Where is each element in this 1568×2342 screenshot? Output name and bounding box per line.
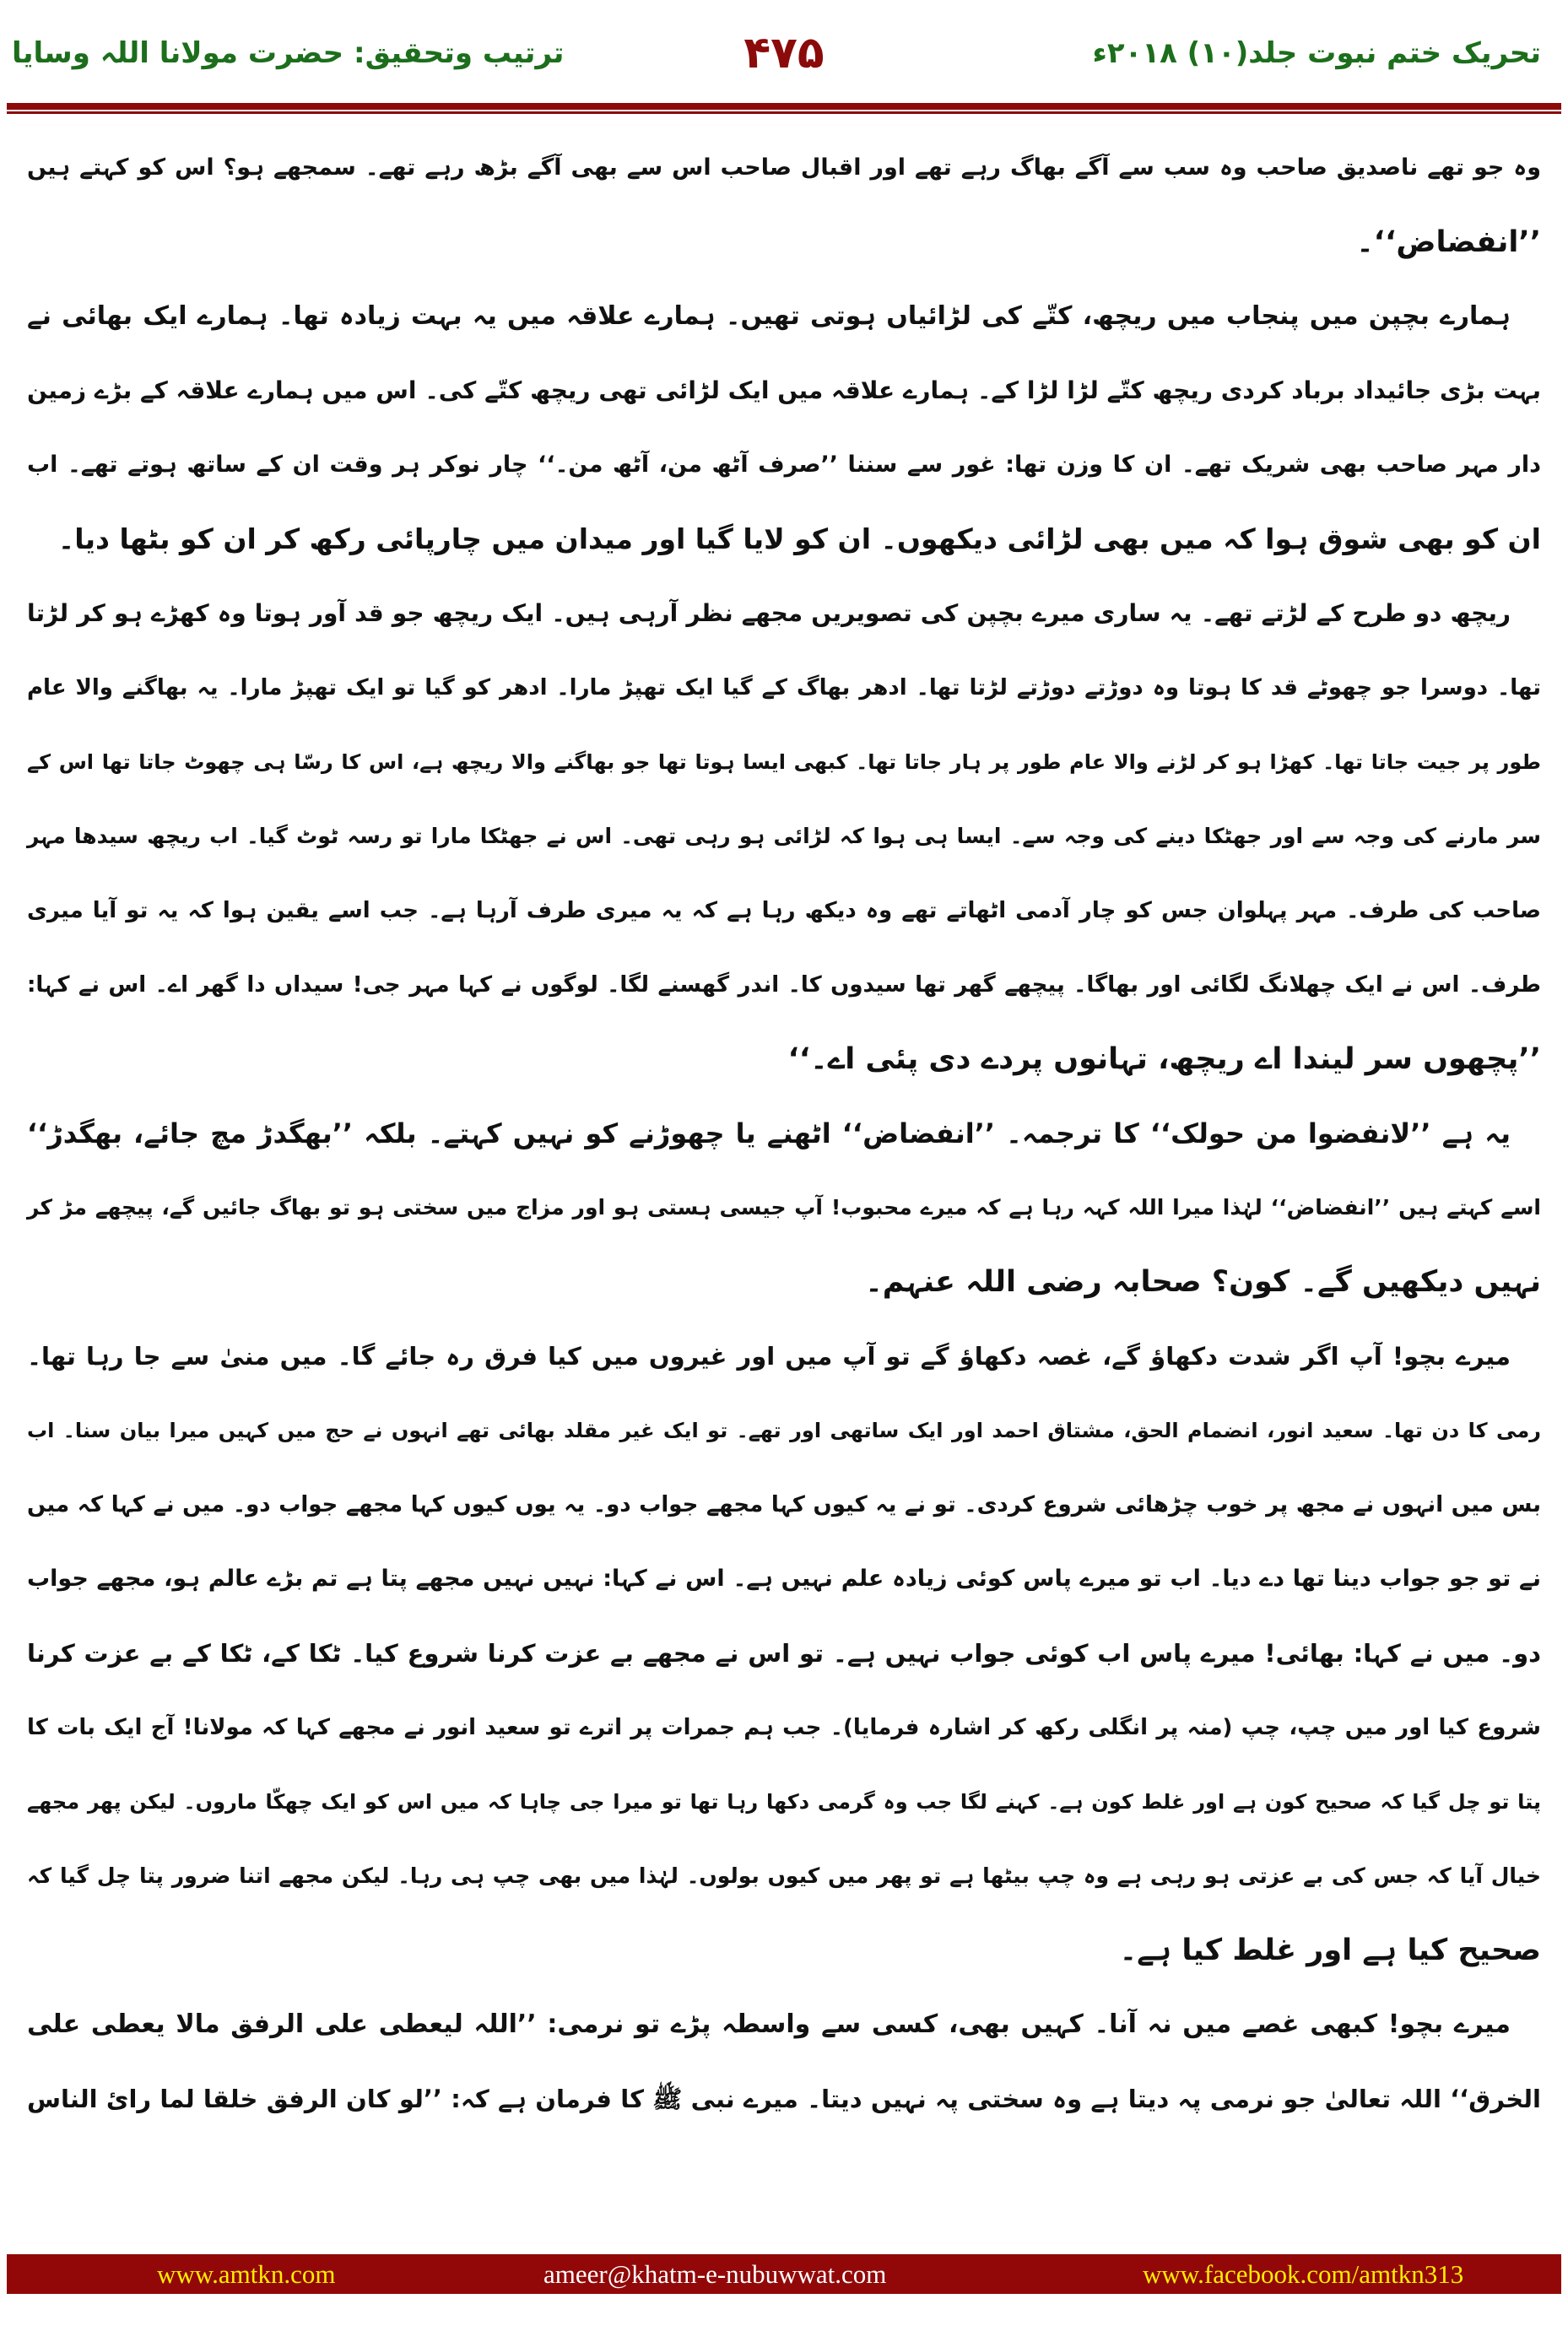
text-line: میرے بچو! آپ اگر شدت دکھاؤ گے، غصہ دکھاؤ گے تو آپ میں اور غیروں میں کیا فرق رہ جائے گا۔ میں منیٰ سے جا رہا تھا۔ bbox=[27, 1342, 1511, 1371]
text-line: بس میں انہوں نے مجھ پر خوب چڑھائی شروع کردی۔ تو نے یہ کیوں کہا مجھے جواب دو۔ یہ یوں کیوں کہا مجھے جواب دو۔ میں نے کہا کہ میں bbox=[27, 1492, 1541, 1517]
facebook-link[interactable]: www.facebook.com/amtkn313 bbox=[1143, 2259, 1464, 2289]
text-line: میرے بچو! کبھی غصے میں نہ آنا۔ کہیں بھی، کسی سے واسطہ پڑے تو نرمی: ’’اللہ لیعطی علی الرفق مالا یعطی علی bbox=[27, 2009, 1511, 2039]
text-line: تھا۔ دوسرا جو چھوٹے قد کا ہوتا وہ دوڑتے دوڑتے لڑتا تھا۔ ادھر بھاگ کے گیا ایک تھپڑ مارا۔ ادھر کو گیا تو ایک تھپڑ مارا۔ یہ بھاگنے والا عام bbox=[27, 675, 1541, 700]
text-line: ’’پچھوں سر لیندا اے ریچھ، تہانوں پردے دی پئی اے۔‘‘ bbox=[787, 1042, 1541, 1076]
text-line: ’’انفضاض‘‘۔ bbox=[1356, 225, 1541, 259]
text-line: صاحب کی طرف۔ مہر پہلوان جس کو چار آدمی اٹھاتے تھے وہ دیکھ رہا ہے کہ یہ میری طرف آرہا ہے۔ جب اسے یقین ہوا کہ یہ تو آیا میری bbox=[27, 898, 1541, 923]
text-line: دو۔ میں نے کہا: بھائی! میرے پاس اب کوئی جواب نہیں ہے۔ تو اس نے مجھے بے عزت کرنا شروع کیا۔ ٹکا کے، ٹکا کے بے عزت کرنا bbox=[27, 1639, 1541, 1668]
page-body bbox=[27, 131, 1541, 2136]
text-line: ہمارے بچپن میں پنجاب میں ریچھ، کتّے کی لڑائیاں ہوتی تھیں۔ ہمارے علاقہ میں یہ بہت زیادہ تھا۔ ہمارے ایک بھائی نے bbox=[27, 301, 1511, 331]
text-line: دار مہر صاحب بھی شریک تھے۔ ان کا وزن تھا: غور سے سننا ’’صرف آٹھ من، آٹھ من۔‘‘ چار نوکر ہر وقت ان کے ساتھ ہوتے تھے۔ اب bbox=[27, 452, 1541, 478]
text-line: شروع کیا اور میں چپ، چپ (منہ پر انگلی رکھ کر اشارہ فرمایا)۔ جب ہم جمرات پر اترے تو سعید انور نے مجھے کہا کہ مولانا! آج ایک بات کا bbox=[27, 1715, 1541, 1740]
header-rule-thick bbox=[7, 103, 1561, 110]
text-line: ان کو بھی شوق ہوا کہ میں بھی لڑائی دیکھوں۔ ان کو لایا گیا اور میدان میں چارپائی رکھ کر ان کو بٹھا دیا۔ bbox=[57, 522, 1541, 555]
text-line: نہیں دیکھیں گے۔ کون؟ صحابہ رضی اللہ عنہم۔ bbox=[865, 1265, 1541, 1299]
book-title: تحریک ختم نبوت جلد(۱۰) ۲۰۱۸ء bbox=[1092, 36, 1541, 70]
page-number: ۴۷۵ bbox=[743, 28, 825, 78]
text-line: طور پر جیت جاتا تھا۔ کھڑا ہو کر لڑنے والا عام طور پر ہار جاتا تھا۔ کبھی ایسا ہوتا تھا جو بھاگنے والا ریچھ ہے، اس کا رسّا ہی چھوٹ جاتا تھا اس کے bbox=[27, 750, 1541, 774]
text-line: ریچھ دو طرح کے لڑتے تھے۔ یہ ساری میرے بچپن کی تصویریں مجھے نظر آرہی ہیں۔ ایک ریچھ جو قد آور ہوتا وہ کھڑے ہو کر لڑتا bbox=[27, 599, 1511, 627]
compiler-credit: ترتیب وتحقیق: حضرت مولانا اللہ وسایا bbox=[12, 36, 565, 70]
text-line: خیال آیا کہ جس کی بے عزتی ہو رہی ہے وہ چپ بیٹھا ہے تو پھر میں کیوں بولوں۔ لہٰذا میں بھی چپ ہی رہا۔ لیکن مجھے اتنا ضرور پتا چل گیا کہ bbox=[27, 1863, 1541, 1888]
footer-bar bbox=[7, 2254, 1561, 2294]
text-line: وہ جو تھے ناصدیق صاحب وہ سب سے آگے بھاگ رہے تھے اور اقبال صاحب اس سے بھی آگے بڑھ رہے تھے۔ سمجھے ہو؟ اس کو کہتے ہیں bbox=[27, 154, 1541, 181]
text-line: یہ ہے ’’لانفضوا من حولک‘‘ کا ترجمہ۔ ’’انفضاض‘‘ اٹھنے یا چھوڑنے کو نہیں کہتے۔ بلکہ ’’بھگدڑ مچ جائے، بھگدڑ‘‘ bbox=[27, 1117, 1511, 1149]
text-line: رمی کا دن تھا۔ سعید انور، انضمام الحق، مشتاق احمد اور ایک ساتھی اور تھے۔ تو ایک غیر مقلد بھائی تھے انہوں نے حج میں کہیں میرا بیان سنا۔ اب bbox=[27, 1419, 1541, 1442]
text-line: پتا تو چل گیا کہ صحیح کون ہے اور غلط کون ہے۔ کہنے لگا جب وہ گرمی دکھا رہا تھا تو میرا جی چاہا کہ میں اس کو ایک چھکّا ماروں۔ لیکن پھر مجھے bbox=[27, 1790, 1541, 1814]
text-line: سر مارنے کی وجہ سے اور جھٹکا دینے کی وجہ سے۔ ایسا ہی ہوا کہ لڑائی ہو رہی تھی۔ اس نے جھٹکا مارا تو رسہ ٹوٹ گیا۔ اب ریچھ سیدھا مہر bbox=[27, 824, 1541, 848]
text-line: الخرق‘‘ اللہ تعالیٰ جو نرمی پہ دیتا ہے وہ سختی پہ نہیں دیتا۔ میرے نبی ﷺ کا فرمان ہے کہ: ’’لو کان الرفق خلقا لما رائ الناس bbox=[27, 2085, 1541, 2113]
header-rule-thin bbox=[7, 111, 1561, 114]
text-line: صحیح کیا ہے اور غلط کیا ہے۔ bbox=[1119, 1934, 1541, 1967]
text-line: اسے کہتے ہیں ’’انفضاض‘‘ لہٰذا میرا اللہ کہہ رہا ہے کہ میرے محبوب! آپ جیسی ہستی ہو اور مزاج میں سختی ہو تو بھاگ جائیں گے، پیچھے مڑ کر bbox=[27, 1195, 1541, 1220]
email-link[interactable]: ameer@khatm-e-nubuwwat.com bbox=[543, 2259, 887, 2289]
text-line: طرف۔ اس نے ایک چھلانگ لگائی اور بھاگا۔ پیچھے گھر تھا سیدوں کا۔ اندر گھسنے لگا۔ لوگوں نے کہا مہر جی! سیداں دا گھر اے۔ اس نے کہا: bbox=[27, 972, 1541, 998]
text-line: نے تو جو جواب دینا تھا دے دیا۔ اب تو میرے پاس کوئی زیادہ علم نہیں ہے۔ اس نے کہا: نہیں نہیں مجھے پتا ہے تم بڑے عالم ہو، مجھے جواب bbox=[27, 1566, 1541, 1592]
text-line: بہت بڑی جائیداد برباد کردی ریچھ کتّے لڑا لڑا کے۔ ہمارے علاقہ میں ایک لڑائی تھی ریچھ کتّے کی۔ اس میں ہمارے علاقہ کے بڑے زمین bbox=[27, 376, 1541, 404]
website-link[interactable]: www.amtkn.com bbox=[157, 2259, 336, 2289]
